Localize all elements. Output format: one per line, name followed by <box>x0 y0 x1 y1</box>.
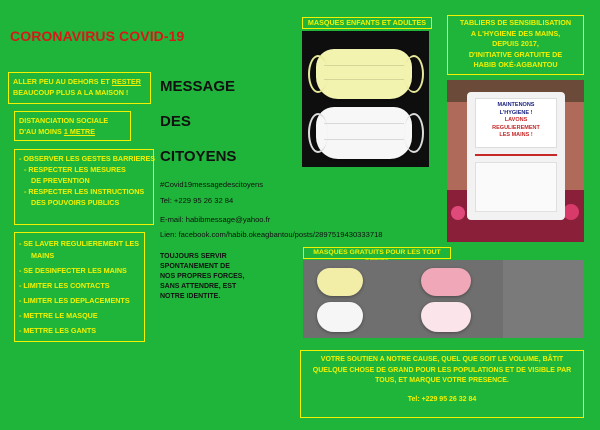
aprons-caption: TABLIERS DE SENSIBILISATION A L'HYGIENE DES MAINS, DEPUIS 2017, D'INITIATIVE GRATUITE DE HABIB OKÉ-AGBANTOU <box>447 15 584 75</box>
kids-pink-mask-image <box>421 268 471 296</box>
stay-home-line-2: BEAUCOUP PLUS A LA MAISON ! <box>13 88 129 97</box>
rules-box <box>14 149 154 225</box>
contact-email: E-mail: habibmessage@yahoo.fr <box>160 215 271 224</box>
masks-adults-caption: MASQUES ENFANTS ET ADULTES <box>302 17 432 29</box>
message-word-1: MESSAGE <box>160 78 236 95</box>
kids-white-mask-image <box>317 302 363 332</box>
kids-pink-white-mask-image <box>421 302 471 332</box>
distance-box <box>14 111 131 141</box>
rules-item: - OBSERVER LES GESTES BARRIERES <box>19 154 156 163</box>
hygiene-item: MAINS <box>31 251 55 260</box>
white-mask-image <box>316 107 412 159</box>
message-word-3: CITOYENS <box>160 148 237 165</box>
hygiene-item: - METTRE LES GANTS <box>19 326 97 335</box>
rules-item: - RESPECTER LES MESURES <box>24 165 126 174</box>
hygiene-item: - SE LAVER REGULIEREMENT LES <box>19 239 140 248</box>
stay-home-box <box>8 72 151 104</box>
distance-line-1: DISTANCIATION SOCIALE <box>19 116 109 125</box>
identity-quote: TOUJOURS SERVIR SPONTANEMENT DE NOS PROPRES FORCES, SANS ATTENDRE, EST NOTRE IDENTITE. <box>160 253 245 300</box>
rules-item: DES POUVOIRS PUBLICS <box>31 198 120 207</box>
support-box: VOTRE SOUTIEN A NOTRE CAUSE, QUEL QUE SOIT LE VOLUME, BÂTIT QUELQUE CHOSE DE GRAND POUR LES POPULATIONS ET DE VISIBLE PAR TOUS, ET MARQUE VOTRE PRESENCE. Tel: +229 95 26 32 84 <box>300 350 584 418</box>
hashtag: #Covid19messagedescitoyens <box>160 180 263 189</box>
facebook-link: Lien: facebook.com/habib.okeagbantou/posts/2897519430333718 <box>160 230 383 239</box>
poster-title: CORONAVIRUS COVID-19 <box>10 28 185 44</box>
distance-line-2: D'AU MOINS 1 METRE <box>19 127 95 136</box>
hygiene-item: - METTRE LE MASQUE <box>19 311 98 320</box>
hygiene-box <box>14 232 145 342</box>
rules-item: DE PREVENTION <box>31 176 90 185</box>
rules-item: - RESPECTER LES INSTRUCTIONS <box>24 187 145 196</box>
apron-image <box>467 92 565 220</box>
masks-adults-photo <box>302 31 429 167</box>
support-tel: Tel: +229 95 26 32 84 <box>407 395 477 403</box>
yellow-mask-image <box>316 49 412 99</box>
hygiene-item: - SE DESINFECTER LES MAINS <box>19 266 127 275</box>
stay-home-line-1: ALLER PEU AU DEHORS ET RESTER <box>13 77 141 86</box>
kids-yellow-mask-image <box>317 268 363 296</box>
contact-tel: Tel: +229 95 26 32 84 <box>160 196 234 205</box>
hygiene-item: - LIMITER LES CONTACTS <box>19 281 110 290</box>
message-word-2: DES <box>160 113 191 130</box>
masks-kids-caption: MASQUES GRATUITS POUR LES TOUT <box>303 247 451 259</box>
aprons-photo <box>447 80 584 242</box>
masks-kids-photo <box>303 260 584 338</box>
hygiene-item: - LIMITER LES DEPLACEMENTS <box>19 296 130 305</box>
apron-slogan: MAINTENONS L'HYGIENE ! LAVONS REGULIEREMENT LES MAINS ! <box>492 102 540 138</box>
